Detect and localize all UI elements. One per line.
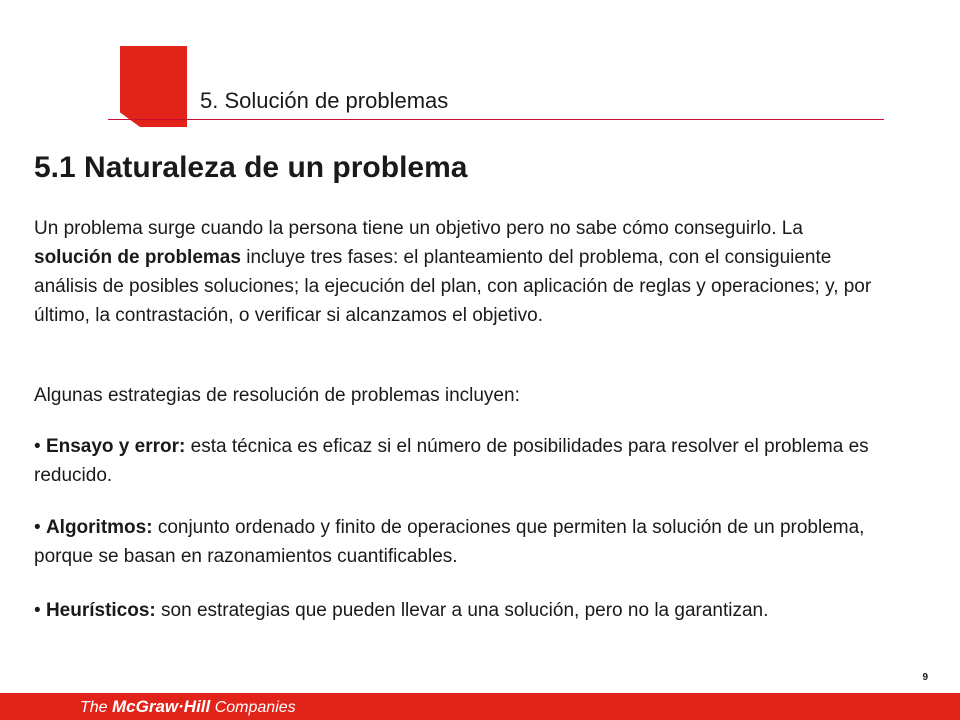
bullet-term: Algoritmos: — [45, 517, 153, 538]
strategies-intro: Algunas estrategias de resolución de problemas incluyen: — [34, 385, 520, 406]
logo-brand: McGraw·Hill — [112, 697, 211, 716]
bullet-item-heuristics — [34, 596, 880, 625]
bullet-text: conjunto ordenado y finito de operaciones que permiten la solución de un problema, porque se basan en razonamientos cuantificables. — [34, 517, 865, 567]
bullet-term: Heurísticos: — [45, 600, 156, 621]
bullet-marker: • — [34, 436, 41, 457]
chapter-title: 5. Solución de problemas — [200, 88, 449, 113]
logo-suffix: Companies — [210, 699, 296, 716]
bullet-term: Ensayo y error: — [45, 436, 186, 457]
header-red-tab — [120, 46, 187, 127]
bullet-item-trial-error — [34, 432, 880, 490]
bullet-marker: • — [34, 600, 41, 621]
bullet-text: son estrategias que pueden llevar a una solución, pero no la garantizan. — [155, 600, 769, 621]
header-divider — [108, 119, 884, 120]
page-number: 9 — [922, 672, 928, 683]
bullet-item-algorithms — [34, 513, 880, 571]
intro-bold-term: solución de problemas — [34, 247, 241, 268]
bullet-text: esta técnica es eficaz si el número de posibilidades para resolver el problema es reducido. — [34, 436, 869, 486]
intro-text-part1: Un problema surge cuando la persona tiene un objetivo pero no sabe cómo conseguirlo. La — [34, 218, 803, 239]
intro-text-part2: incluye tres fases: el planteamiento del problema, con el consiguiente análisis de posibles soluciones; la ejecución del plan, con aplicación de reglas y operaciones; y, por último, la contrastación, o verificar si alcanzamos el objetivo. — [34, 247, 872, 326]
bullet-marker: • — [34, 517, 41, 538]
publisher-logo — [80, 697, 296, 717]
logo-prefix: The — [80, 699, 113, 716]
intro-paragraph — [34, 214, 880, 330]
section-title: 5.1 Naturaleza de un problema — [34, 151, 468, 184]
